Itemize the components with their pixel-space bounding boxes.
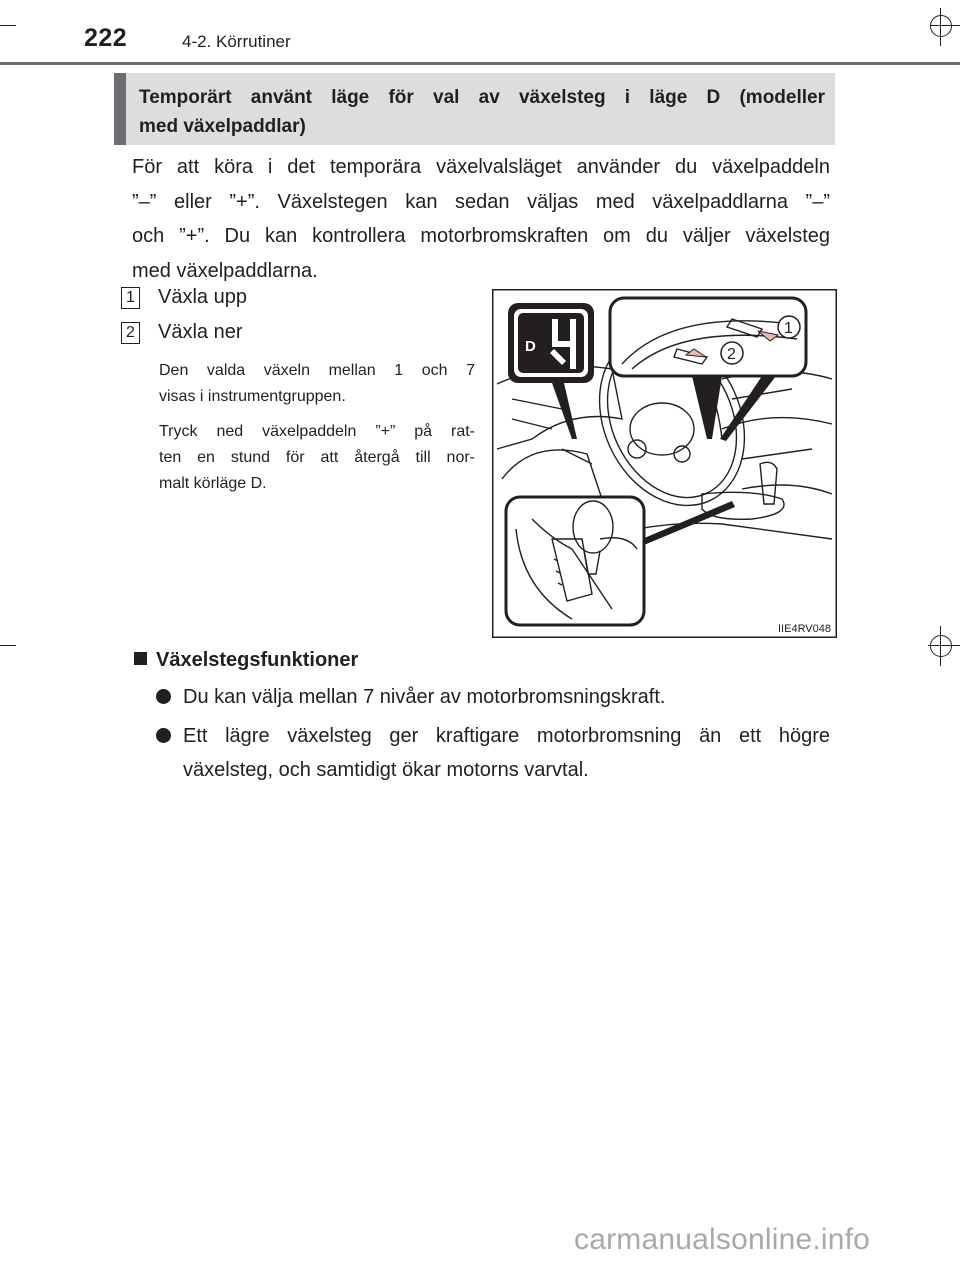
figure-code: IIE4RV048 — [778, 623, 832, 635]
step-number-1: 1 — [121, 287, 140, 309]
crop-circle — [930, 15, 952, 37]
section-heading-box — [114, 73, 835, 145]
intro-line: med växelpaddlarna. — [132, 259, 318, 282]
intro-line: ”–” eller ”+”. Växelstegen kan sedan väljas med växelpaddlarna ”–” — [132, 190, 830, 213]
square-bullet-icon — [134, 652, 147, 665]
subheading — [134, 649, 358, 672]
bullet-dot-icon — [156, 689, 171, 704]
note-return-to-d — [159, 419, 475, 497]
step-label-shift-up: Växla upp — [158, 286, 247, 308]
note-line: Den valda växeln mellan 1 och 7 — [159, 362, 475, 379]
step-number-2: 2 — [121, 322, 140, 344]
note-line: visas i instrumentgruppen. — [159, 388, 346, 405]
bullet-line: Ett lägre växelsteg ger kraftigare motorbromsning än ett högre — [183, 725, 830, 747]
crop-circle — [930, 635, 952, 657]
heading-line: Temporärt använt läge för val av växelsteg i läge D (modeller — [139, 87, 825, 108]
step-label-shift-down: Växla ner — [158, 321, 243, 343]
bullet-item — [156, 719, 830, 787]
callout-1: 1 — [784, 320, 793, 337]
paddle-shift-illustration — [492, 289, 837, 638]
note-line: Tryck ned växelpaddeln ”+” på rat- — [159, 423, 475, 440]
heading-line: med växelpaddlar) — [139, 116, 306, 137]
bullet-item — [156, 680, 830, 714]
illustration-svg — [492, 289, 837, 638]
note-line: ten en stund för att återgå till nor- — [159, 449, 475, 466]
header-rule — [0, 62, 960, 65]
callout-2: 2 — [727, 346, 736, 363]
crop-mark — [0, 645, 16, 646]
bullet-dot-icon — [156, 728, 171, 743]
watermark: carmanualsonline.info — [574, 1223, 871, 1256]
intro-paragraph — [132, 150, 830, 288]
section-title: 4-2. Körrutiner — [182, 32, 291, 51]
bullet-line: växelsteg, och samtidigt ökar motorns varvtal. — [183, 759, 589, 781]
crop-mark — [0, 25, 16, 26]
subheading-text: Växelstegsfunktioner — [156, 649, 359, 671]
display-letter: D — [525, 338, 536, 355]
intro-line: För att köra i det temporära växelvalsläget använder du växelpaddeln — [132, 156, 830, 178]
note-line: malt körläge D. — [159, 475, 267, 492]
intro-line: och ”+”. Du kan kontrollera motorbromskraften om du väljer växelsteg — [132, 225, 830, 247]
note-gear-display — [159, 358, 475, 410]
page-number: 222 — [84, 24, 128, 52]
bullet-text: Du kan välja mellan 7 nivåer av motorbromsningskraft. — [183, 686, 666, 708]
bullet-text — [183, 719, 830, 787]
